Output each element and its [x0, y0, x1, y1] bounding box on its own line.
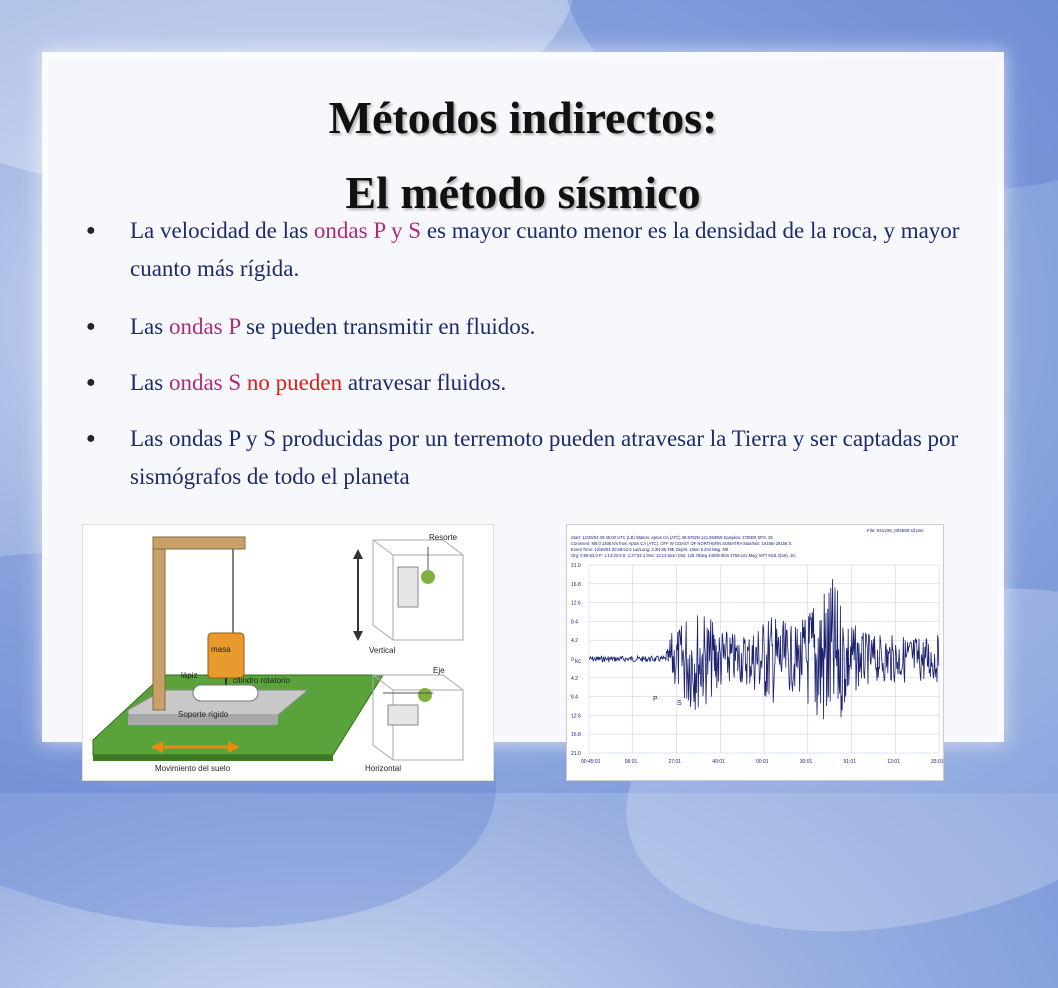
frame-post [153, 540, 165, 710]
rotating-drum [193, 685, 258, 701]
bullet-list [86, 212, 966, 496]
bullet-item [86, 364, 966, 402]
marker-p: P [653, 696, 658, 703]
seismogram-image [566, 524, 944, 781]
horizontal-seismograph-box [373, 675, 463, 760]
seismogram-header: File: 041226_004500.sif psn [867, 528, 924, 533]
seismograph-diagram [82, 524, 494, 781]
x-tick-label: 27:01 [668, 759, 682, 765]
x-tick-label: 06:01 [624, 759, 638, 765]
y-tick-label: 16.8 [571, 732, 581, 739]
label-resorte: Resorte [429, 533, 458, 542]
label-soporte: Soporte rígido [178, 710, 229, 719]
bullet-dot-icon: ● [86, 318, 96, 335]
label-horizontal: Horizontal [365, 764, 402, 773]
bullet-item [86, 308, 966, 346]
y-tick-label: 8.4 [571, 619, 578, 626]
vertical-seismograph-box [353, 540, 463, 641]
label-lapiz: lápiz [181, 671, 198, 680]
label-masa: masa [211, 645, 231, 654]
x-tick-label: 51:01 [843, 759, 857, 765]
highlight-text-red: no pueden [241, 370, 343, 395]
bullet-text: es mayor cuanto menor es la densidad de la roca, y mayor cuanto más rígida. [130, 218, 960, 281]
y-tick-label: 4.2 [571, 675, 578, 682]
x-tick-label: 00:01 [756, 759, 769, 765]
x-tick-label: 33:01 [931, 759, 943, 765]
bullet-text: atravesar fluidos. [342, 370, 507, 395]
seismogram-x-ticks [581, 759, 943, 765]
y-tick-label: 21.0 [571, 563, 581, 569]
y-tick-label: 0 [571, 657, 574, 663]
seismogram-header: Start: 12/26/04 00:45:00 UTC (LB) Station: Aptos CA (ATC) 36.9782N 121.8939W Samples: 270000 SPS: 25 [571, 535, 773, 540]
bullet-dot-icon: ● [86, 430, 96, 447]
label-vertical: Vertical [369, 646, 396, 655]
label-movimiento: Movimiento del suelo [155, 764, 231, 773]
bullet-dot-icon: ● [86, 374, 96, 391]
bullet-text: Las [130, 314, 169, 339]
label-cilindro: cilindro rotatorio [233, 676, 290, 685]
bullet-item [86, 420, 966, 496]
y-tick-label: 21.0 [571, 751, 581, 757]
x-tick-label: 00:45:01 [581, 759, 601, 765]
x-tick-label: 30:01 [799, 759, 813, 765]
title-line-2: El método sísmico [345, 167, 701, 218]
highlight-text: ondas P y S [313, 218, 422, 243]
y-tick-label: 4.2 [571, 638, 578, 645]
y-tick-label: 12.6 [571, 600, 581, 607]
x-tick-label: 12:01 [887, 759, 900, 765]
highlight-text: ondas S [168, 370, 242, 395]
seismogram-header: Event Time: 12/26/04 00:58:53.0 Lat/Long: 3.3N 95.78E Depth: 10km 6.2ml Mag: M9 [571, 547, 729, 552]
bullet-text: Las ondas P y S producidas por un terremoto pueden atravesar la Tierra y ser captadas por sismógrafos de todo el planeta [130, 426, 959, 489]
bullet-dot-icon: ● [86, 222, 96, 239]
title-line-1: Métodos indirectos: [328, 92, 718, 143]
label-eje: Eje [433, 666, 445, 675]
seismogram-header: Org: 0:58:53.0 P: 1:14:33.9 S: 1:27:52.4 Dist: 13:13.5min Dist: 126.76deg 14092.8km 4758.1mi Mag: M7? Mc8.3(A9), 16: [571, 553, 796, 558]
bullet-text: se pueden transmitir en fluidos. [240, 314, 536, 339]
slide-title [48, 80, 998, 230]
bullet-text: Las [130, 370, 169, 395]
y-tick-label: 12.6 [571, 713, 581, 720]
seismogram-y-unit: kc [575, 659, 581, 665]
mass-weight [208, 633, 244, 678]
x-tick-label: 40:01 [712, 759, 725, 765]
marker-s: S [677, 700, 682, 707]
seismogram-header: Comment: M9.0 1405 km from Aptos CA (ATC). OFF W COAST OF NORTHERN SUMATRA Max/Min: 19186/-29156 X: [571, 541, 793, 546]
highlight-text: ondas P [168, 314, 241, 339]
y-tick-label: 16.8 [571, 581, 581, 588]
bullet-item [86, 212, 966, 288]
bullet-text: La velocidad de las [130, 218, 314, 243]
y-tick-label: 8.4 [571, 694, 578, 701]
